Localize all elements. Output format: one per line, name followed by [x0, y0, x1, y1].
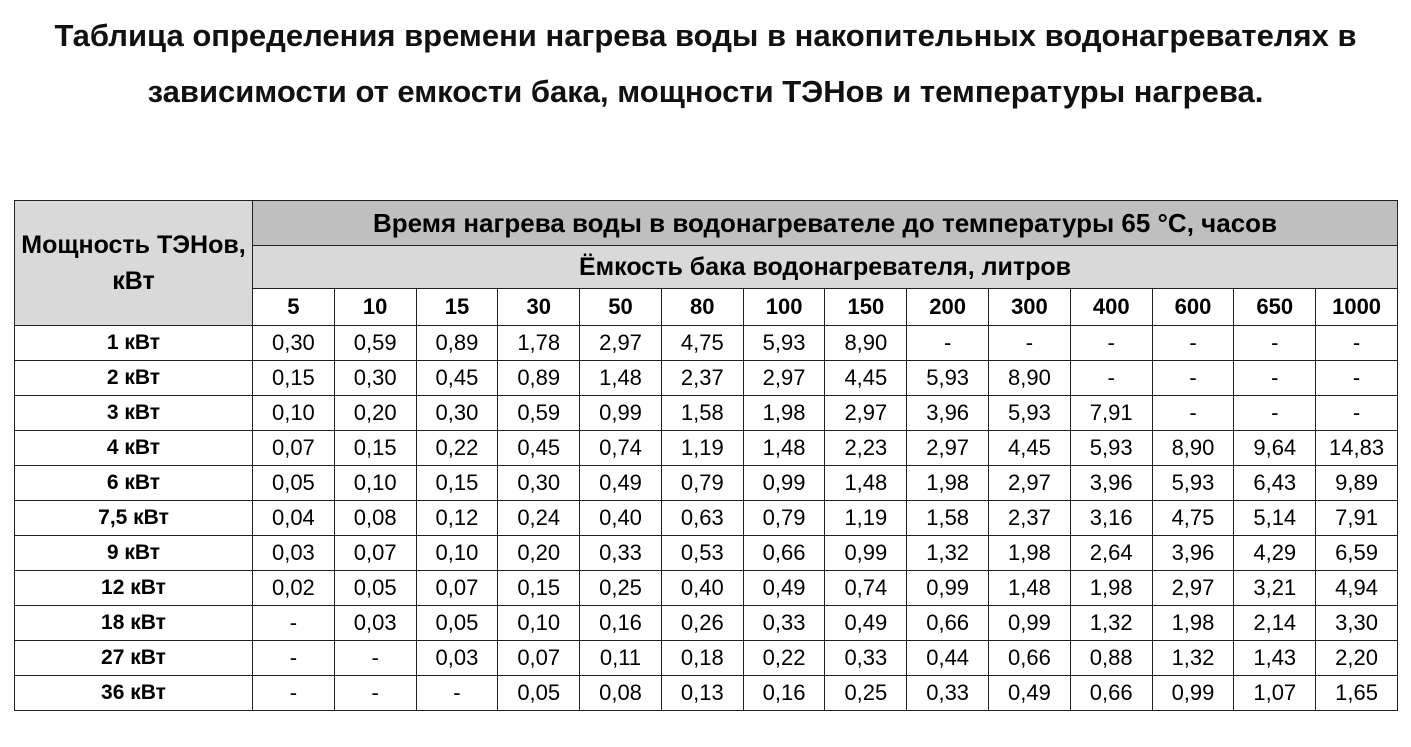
heating-time-cell: 0,11 — [580, 641, 662, 676]
heating-time-cell: 0,03 — [334, 606, 416, 641]
heating-time-cell: 0,89 — [498, 361, 580, 396]
page-title: Таблица определения времени нагрева воды в накопительных водонагревателях в зависимости от емкости бака, мощности ТЭНов и температуры нагрева. — [54, 18, 1357, 109]
heating-time-cell: 0,22 — [416, 431, 498, 466]
heating-time-cell: 4,75 — [1152, 501, 1234, 536]
heating-time-cell: 0,25 — [825, 676, 907, 711]
table-header — [15, 201, 1398, 326]
heating-time-cell: 1,19 — [825, 501, 907, 536]
heating-time-cell: 1,65 — [1316, 676, 1398, 711]
heating-time-cell: - — [1234, 326, 1316, 361]
heating-time-cell: 1,98 — [1070, 571, 1152, 606]
heating-time-cell: 0,63 — [661, 501, 743, 536]
table-row — [15, 606, 1398, 641]
heating-time-cell: 1,32 — [907, 536, 989, 571]
heating-time-cell: - — [1234, 396, 1316, 431]
heating-time-cell: - — [1316, 326, 1398, 361]
heating-time-cell: 0,05 — [498, 676, 580, 711]
capacity-header-cell: 5 — [253, 289, 335, 326]
heating-time-cell: 2,23 — [825, 431, 907, 466]
heating-time-cell: 6,59 — [1316, 536, 1398, 571]
heating-time-cell: 2,97 — [989, 466, 1071, 501]
capacity-header-cell: 650 — [1234, 289, 1316, 326]
heating-time-cell: 0,59 — [498, 396, 580, 431]
heating-time-cell: 0,79 — [743, 501, 825, 536]
capacity-header-cell: 300 — [989, 289, 1071, 326]
table-row — [15, 466, 1398, 501]
heating-time-cell: 0,16 — [743, 676, 825, 711]
heating-time-cell: 0,66 — [1070, 676, 1152, 711]
heating-time-cell: 0,30 — [498, 466, 580, 501]
heating-time-cell: 0,15 — [416, 466, 498, 501]
heating-time-cell: 1,48 — [989, 571, 1071, 606]
capacity-header-cell: 15 — [416, 289, 498, 326]
heating-time-cell: 0,03 — [416, 641, 498, 676]
heating-time-cell: 0,45 — [416, 361, 498, 396]
heating-time-cell: 2,37 — [989, 501, 1071, 536]
heating-time-cell: - — [1152, 326, 1234, 361]
heating-time-cell: 0,49 — [825, 606, 907, 641]
heating-time-cell: - — [253, 641, 335, 676]
heating-time-cell: 0,20 — [498, 536, 580, 571]
heating-time-cell: 1,78 — [498, 326, 580, 361]
heating-time-cell: 7,91 — [1316, 501, 1398, 536]
heating-time-cell: 4,45 — [825, 361, 907, 396]
heating-time-cell: 8,90 — [1152, 431, 1234, 466]
heating-time-cell: 0,25 — [580, 571, 662, 606]
heating-time-cell: 0,99 — [1152, 676, 1234, 711]
heating-time-cell: 0,66 — [907, 606, 989, 641]
capacity-header-cell: 1000 — [1316, 289, 1398, 326]
table-body — [15, 326, 1398, 711]
table-row — [15, 326, 1398, 361]
heating-time-cell: 0,40 — [580, 501, 662, 536]
heating-time-cell: 0,99 — [743, 466, 825, 501]
capacity-header-cell: 600 — [1152, 289, 1234, 326]
heating-time-cell: 0,74 — [580, 431, 662, 466]
heating-time-cell: 0,05 — [416, 606, 498, 641]
heating-time-cell: 2,97 — [1152, 571, 1234, 606]
heating-time-cell: 0,10 — [416, 536, 498, 571]
heating-time-cell: 0,99 — [580, 396, 662, 431]
tank-capacity-header: Ёмкость бака водонагревателя, литров — [253, 246, 1398, 289]
table-row — [15, 396, 1398, 431]
heating-time-cell: 0,05 — [334, 571, 416, 606]
heating-time-cell: 1,48 — [825, 466, 907, 501]
heating-time-cell: 5,93 — [907, 361, 989, 396]
heating-time-cell: 1,98 — [743, 396, 825, 431]
heating-time-cell: 3,96 — [907, 396, 989, 431]
heating-time-cell: 3,16 — [1070, 501, 1152, 536]
heating-time-cell: 2,97 — [580, 326, 662, 361]
heating-time-cell: 5,93 — [989, 396, 1071, 431]
heating-time-cell: 0,24 — [498, 501, 580, 536]
heating-time-cell: 1,98 — [907, 466, 989, 501]
heating-time-cell: 3,30 — [1316, 606, 1398, 641]
heating-time-cell: - — [334, 676, 416, 711]
heating-time-cell: - — [1070, 326, 1152, 361]
table-row — [15, 676, 1398, 711]
heating-time-cell: 0,30 — [334, 361, 416, 396]
heating-time-cell: - — [416, 676, 498, 711]
heating-time-cell: 1,19 — [661, 431, 743, 466]
heating-time-cell: 0,33 — [580, 536, 662, 571]
heating-time-cell: 0,33 — [743, 606, 825, 641]
table-row — [15, 431, 1398, 466]
power-label-cell: 7,5 кВт — [15, 501, 253, 536]
heating-time-table — [14, 200, 1398, 711]
heating-time-cell: 4,45 — [989, 431, 1071, 466]
heating-time-cell: 0,10 — [498, 606, 580, 641]
capacity-header-cell: 200 — [907, 289, 989, 326]
capacity-header-cell: 10 — [334, 289, 416, 326]
heating-time-cell: 0,88 — [1070, 641, 1152, 676]
heating-time-cell: 1,48 — [743, 431, 825, 466]
heating-time-cell: 0,20 — [334, 396, 416, 431]
heating-time-cell: 0,89 — [416, 326, 498, 361]
power-label-cell: 12 кВт — [15, 571, 253, 606]
table-row — [15, 536, 1398, 571]
power-column-header: Мощность ТЭНов, кВт — [15, 201, 253, 326]
power-label-cell: 6 кВт — [15, 466, 253, 501]
capacity-header-cell: 80 — [661, 289, 743, 326]
power-label-cell: 4 кВт — [15, 431, 253, 466]
heating-time-cell: - — [989, 326, 1071, 361]
heating-time-cell: 1,32 — [1070, 606, 1152, 641]
heating-time-cell: 2,97 — [825, 396, 907, 431]
heating-time-cell: 0,33 — [825, 641, 907, 676]
heating-time-cell: 0,16 — [580, 606, 662, 641]
heating-time-cell: 0,15 — [334, 431, 416, 466]
heating-time-cell: 0,30 — [253, 326, 335, 361]
heating-time-cell: 1,58 — [907, 501, 989, 536]
heating-time-cell: 0,05 — [253, 466, 335, 501]
power-label-cell: 1 кВт — [15, 326, 253, 361]
heating-time-cell: 2,37 — [661, 361, 743, 396]
heating-time-cell: 0,15 — [498, 571, 580, 606]
heating-time-cell: 0,99 — [825, 536, 907, 571]
heating-time-cell: 2,97 — [743, 361, 825, 396]
heating-time-cell: 2,20 — [1316, 641, 1398, 676]
heating-time-cell: 0,13 — [661, 676, 743, 711]
heating-time-cell: 14,83 — [1316, 431, 1398, 466]
heating-time-cell: - — [253, 606, 335, 641]
table-row — [15, 641, 1398, 676]
heating-time-cell: 0,66 — [989, 641, 1071, 676]
heating-time-cell: - — [1152, 396, 1234, 431]
heating-time-cell: - — [1152, 361, 1234, 396]
heating-time-cell: 4,94 — [1316, 571, 1398, 606]
heating-time-cell: 0,74 — [825, 571, 907, 606]
heating-time-cell: 0,99 — [907, 571, 989, 606]
heating-time-cell: 2,14 — [1234, 606, 1316, 641]
heating-time-cell: 0,66 — [743, 536, 825, 571]
heating-time-cell: 7,91 — [1070, 396, 1152, 431]
heating-time-cell: 9,64 — [1234, 431, 1316, 466]
heating-time-cell: 1,58 — [661, 396, 743, 431]
heating-time-cell: 0,40 — [661, 571, 743, 606]
heating-time-cell: 5,93 — [1070, 431, 1152, 466]
heating-time-cell: 4,75 — [661, 326, 743, 361]
heating-time-cell: 2,97 — [907, 431, 989, 466]
power-label-cell: 3 кВт — [15, 396, 253, 431]
heating-time-cell: - — [334, 641, 416, 676]
capacity-header-cell: 100 — [743, 289, 825, 326]
heating-time-cell: 0,12 — [416, 501, 498, 536]
heating-time-cell: 5,93 — [1152, 466, 1234, 501]
heating-time-header: Время нагрева воды в водонагревателе до температуры 65 °С, часов — [253, 201, 1398, 246]
heating-time-cell: 0,07 — [334, 536, 416, 571]
heating-time-cell: 0,15 — [253, 361, 335, 396]
heating-time-cell: 1,48 — [580, 361, 662, 396]
capacity-header-cell: 30 — [498, 289, 580, 326]
heating-time-cell: 0,30 — [416, 396, 498, 431]
heating-time-cell: 0,02 — [253, 571, 335, 606]
heating-time-cell: 1,43 — [1234, 641, 1316, 676]
heating-time-cell: 4,29 — [1234, 536, 1316, 571]
heating-time-cell: 0,07 — [498, 641, 580, 676]
heating-time-cell: 3,96 — [1070, 466, 1152, 501]
heating-time-cell: 3,21 — [1234, 571, 1316, 606]
heating-time-cell: 5,14 — [1234, 501, 1316, 536]
capacity-header-cell: 150 — [825, 289, 907, 326]
power-label-cell: 2 кВт — [15, 361, 253, 396]
heating-time-cell: - — [1316, 361, 1398, 396]
heating-time-cell: 0,53 — [661, 536, 743, 571]
heating-time-cell: 1,32 — [1152, 641, 1234, 676]
heating-time-cell: 1,98 — [1152, 606, 1234, 641]
heating-time-cell: - — [1070, 361, 1152, 396]
power-label-cell: 18 кВт — [15, 606, 253, 641]
heating-time-cell: 0,79 — [661, 466, 743, 501]
capacity-header-cell: 50 — [580, 289, 662, 326]
table-row — [15, 501, 1398, 536]
heating-time-cell: 8,90 — [825, 326, 907, 361]
heating-time-cell: - — [1316, 396, 1398, 431]
heating-time-cell: 0,44 — [907, 641, 989, 676]
heating-time-cell: 0,08 — [334, 501, 416, 536]
heating-time-cell: 2,64 — [1070, 536, 1152, 571]
heating-time-cell: - — [1234, 361, 1316, 396]
capacity-header-cell: 400 — [1070, 289, 1152, 326]
heating-time-cell: 5,93 — [743, 326, 825, 361]
heating-time-cell: 0,59 — [334, 326, 416, 361]
heating-time-cell: 0,26 — [661, 606, 743, 641]
heating-time-cell: 0,10 — [253, 396, 335, 431]
heating-time-cell: 8,90 — [989, 361, 1071, 396]
heating-time-cell: 3,96 — [1152, 536, 1234, 571]
power-label-cell: 36 кВт — [15, 676, 253, 711]
heating-time-cell: 0,33 — [907, 676, 989, 711]
power-label-cell: 27 кВт — [15, 641, 253, 676]
heating-time-cell: 0,03 — [253, 536, 335, 571]
heating-time-cell: 6,43 — [1234, 466, 1316, 501]
heating-time-cell: 9,89 — [1316, 466, 1398, 501]
table-row — [15, 571, 1398, 606]
heating-time-cell: 0,45 — [498, 431, 580, 466]
table-row — [15, 361, 1398, 396]
heating-time-cell: 0,49 — [989, 676, 1071, 711]
heating-time-cell: - — [907, 326, 989, 361]
heating-time-cell: 0,99 — [989, 606, 1071, 641]
heating-time-cell: 0,07 — [416, 571, 498, 606]
heating-time-cell: - — [253, 676, 335, 711]
heating-time-cell: 0,08 — [580, 676, 662, 711]
heating-time-cell: 0,10 — [334, 466, 416, 501]
heating-time-cell: 1,07 — [1234, 676, 1316, 711]
heating-time-cell: 0,49 — [743, 571, 825, 606]
heating-time-cell: 0,07 — [253, 431, 335, 466]
power-label-cell: 9 кВт — [15, 536, 253, 571]
heating-time-cell: 0,18 — [661, 641, 743, 676]
heating-time-cell: 0,04 — [253, 501, 335, 536]
heating-time-cell: 1,98 — [989, 536, 1071, 571]
heating-time-cell: 0,22 — [743, 641, 825, 676]
heating-time-cell: 0,49 — [580, 466, 662, 501]
